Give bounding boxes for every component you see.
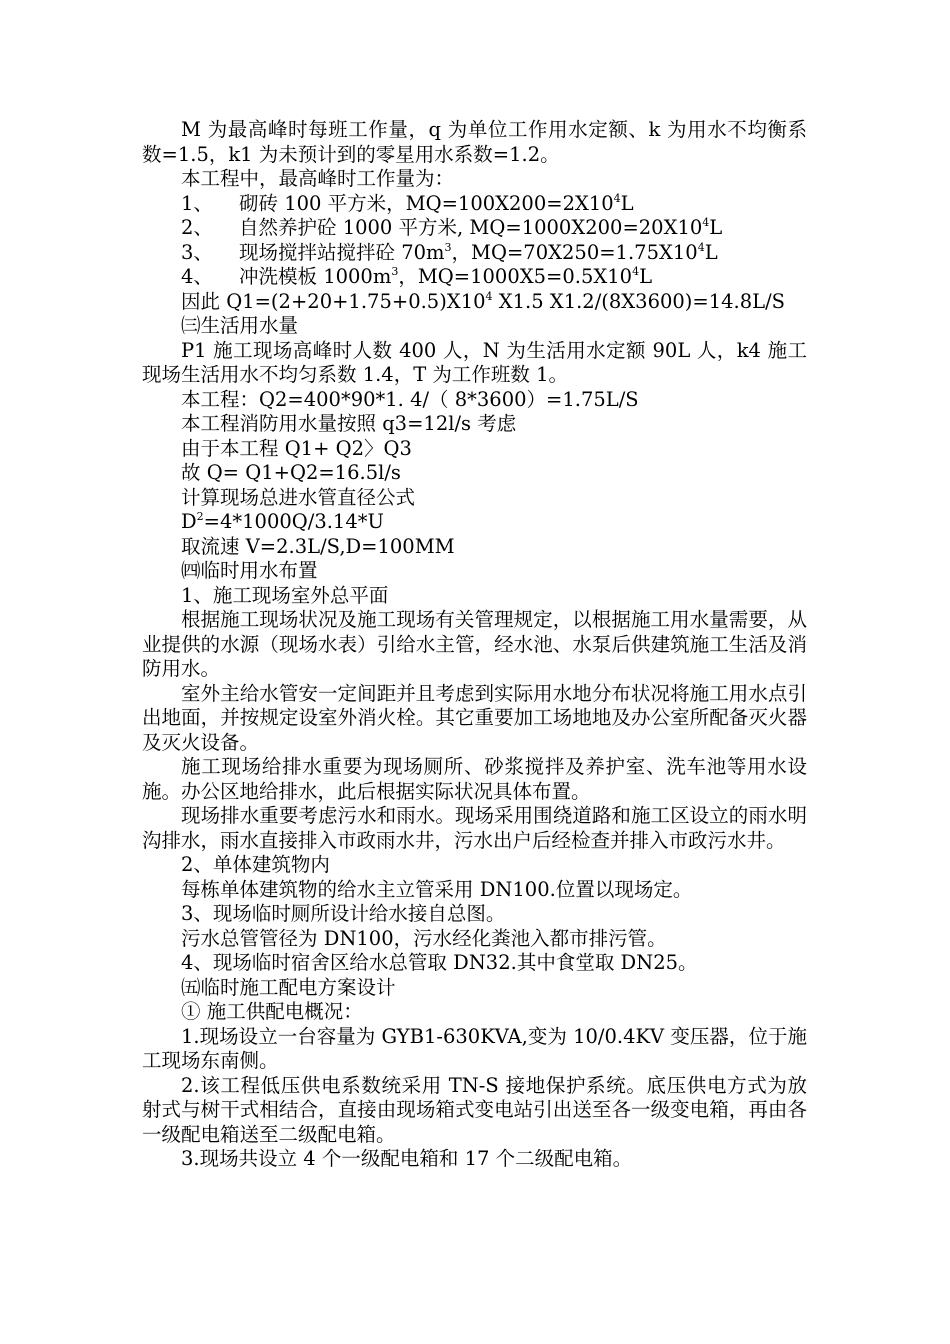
q1-result: 因此 $Q1=(2+20+1.75+0.5)X10^4$ X1.5 X1.2/(8X3600)=14.8L/S: [181, 289, 786, 313]
paragraph-outdoor-main: 室外主给水管安一定间距并且考虑到实际用水地分布状况将施工用水点引出地面，并按规定设室外消火栓。其它重要加工场地地及办公室所配备灭火器及灭火设备。: [142, 681, 807, 754]
list-item-4: 4、 冲洗模板 $1000m^3$，$MQ=1000X5=0.5X10^4L$: [181, 265, 653, 288]
paragraph-water-source: 根据施工现场状况及施工现场有关管理规定，以根据施工用水量需要，从业提供的水源（现场水表）引给水主管，经水池、水泵后供建筑施工生活及消防用水。: [142, 608, 807, 680]
power-overview-heading: ① 施工供配电概况：: [181, 1000, 363, 1023]
comparison-line: 由于本工程 Q1+ Q2〉Q3: [181, 436, 412, 460]
paragraph-transformer: 1.现场设立一台容量为 GYB1-630KVA,变为 10/0.4KV 变压器，位于施工现场东南侧。: [142, 1024, 807, 1072]
total-q: 故 Q= Q1+Q2=16.5l/s: [181, 461, 401, 484]
q3-fire-water: 本工程消防用水量按照 q3=12l/s 考虑: [181, 412, 517, 435]
list-number: 1、: [181, 191, 213, 215]
paragraph-sewage: 污水总管管径为 DN100，污水经化粪池入都市排污管。: [181, 926, 667, 950]
peak-workload-intro: 本工程中，最高峰时工作量为：: [181, 167, 455, 190]
flow-rate: 取流速 V=2.3L/S,D=100MM: [181, 534, 455, 558]
list-number: 2、: [181, 216, 213, 239]
document-body: [142, 118, 807, 1172]
section-heading-domestic-water: ㈢生活用水量: [181, 314, 299, 337]
subheading-outdoor-plan: 1、施工现场室外总平面: [181, 583, 389, 607]
list-number: 4、: [181, 265, 213, 288]
list-item-3: 3、 现场搅拌站搅拌砼 $70m^3$，$MQ=70X250=1.75X10^4L$: [181, 240, 718, 264]
section-heading-water-layout: ㈣临时用水布置: [181, 559, 318, 582]
paragraph-riser: 每栋单体建筑物的给水主立管采用 DN100.位置以现场定。: [181, 877, 693, 901]
paragraph-definitions: M 为最高峰时每班工作量，q 为单位工作用水定额、k 为用水不均衡系数=1.5，k1 为未预计到的零星用水系数=1.2。: [142, 118, 807, 166]
list-number: 3、: [181, 240, 213, 264]
subheading-toilet: 3、现场临时厕所设计给水接自总图。: [181, 902, 506, 925]
subheading-dormitory: 4、现场临时宿舍区给水总管取 DN32.其中食堂取 DN25。: [181, 951, 698, 974]
section-heading-power: ㈤临时施工配电方案设计: [181, 975, 396, 999]
list-item-1: 1、 砌砖 100 平方米，$MQ=100X200=2X10^4L$: [181, 191, 634, 215]
list-item-2: 2、 自然养护砼 1000 平方米, $MQ=1000X200=20X10^4L$: [181, 216, 723, 239]
subheading-building-interior: 2、单体建筑物内: [181, 853, 330, 876]
formula: $D^2=4*1000Q/3.14*U$: [181, 510, 384, 533]
paragraph-low-voltage: 2.该工程低压供电系数统采用 TN-S 接地保护系统。底压供电方式为放射式与树干式相结合，直接由现场箱式变电站引出送至各一级变电箱，再由各一级配电箱送至二级配电箱。: [142, 1073, 807, 1146]
paragraph-drainage-facilities: 施工现场给排水重要为现场厕所、砂浆搅拌及养护室、洗车池等用水设施。办公区地给排水，此后根据实际状况具体布置。: [142, 755, 807, 803]
paragraph-p1: P1 施工现场高峰时人数 400 人，N 为生活用水定额 90L 人，k4 施工现场生活用水不均匀系数 1.4，T 为工作班数 1。: [142, 338, 807, 386]
paragraph-drainage: 现场排水重要考虑污水和雨水。现场采用围绕道路和施工区设立的雨水明沟排水，雨水直接排入市政雨水井，污水出户后经检查并排入市政污水井。: [142, 804, 807, 852]
formula-title: 计算现场总进水管直径公式: [181, 485, 416, 509]
q2-result: 本工程：Q2=400*90*1. 4/（ 8*3600）=1.75L/S: [181, 387, 639, 411]
paragraph-distribution-boxes: 3.现场共设立 4 个一级配电箱和 17 个二级配电箱。: [181, 1147, 633, 1170]
